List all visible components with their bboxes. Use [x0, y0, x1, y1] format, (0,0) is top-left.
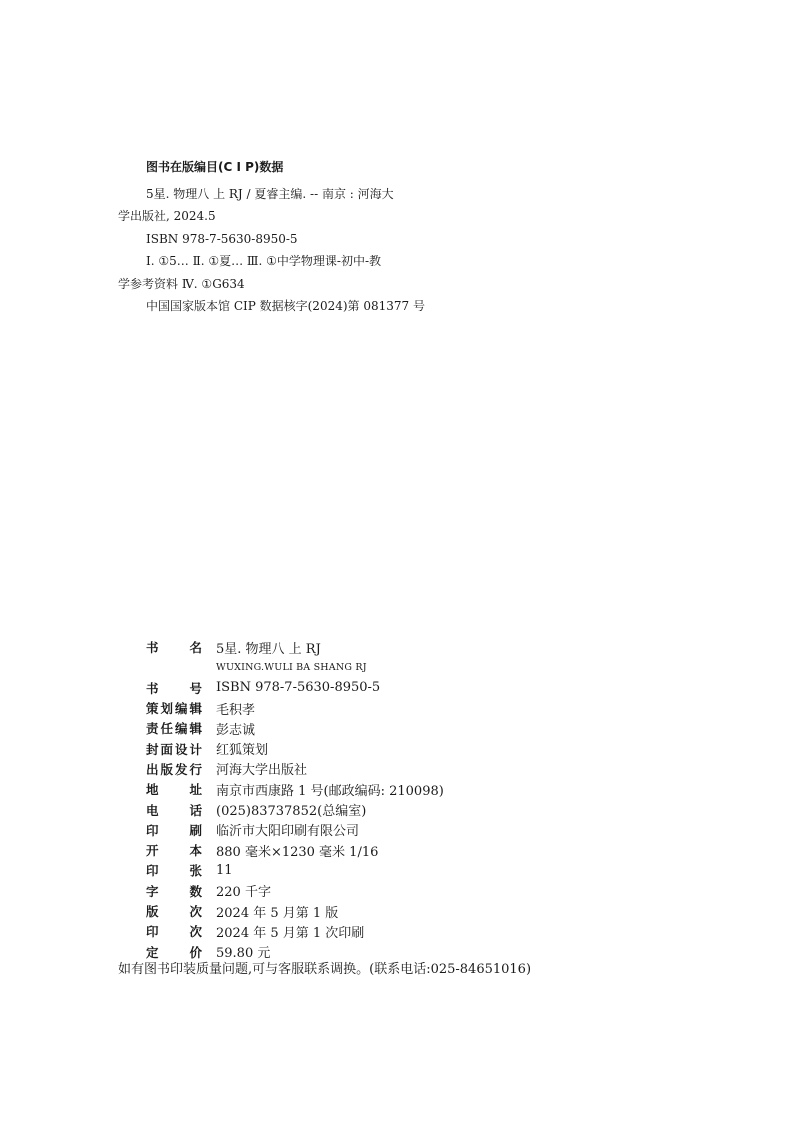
- info-label-char: 刷: [189, 822, 202, 838]
- info-label: [146, 759, 206, 779]
- info-label-char: 划: [160, 701, 173, 717]
- info-label-char: 发: [174, 761, 188, 777]
- info-label-char: 计: [189, 741, 202, 757]
- info-row: [146, 799, 444, 819]
- info-label-char: 行: [189, 761, 202, 777]
- info-row: [146, 718, 444, 738]
- info-row: [146, 637, 444, 657]
- info-label-char: 版: [160, 761, 173, 777]
- info-label-char: 书: [146, 640, 159, 656]
- info-label-char: 责: [146, 721, 159, 737]
- publication-info-table: [146, 637, 444, 962]
- info-label-char: 印: [146, 924, 159, 940]
- info-value: 11: [216, 862, 233, 878]
- info-value: ISBN 978-7-5630-8950-5: [216, 680, 381, 696]
- info-row: [146, 678, 444, 698]
- info-label-char: 话: [189, 802, 202, 818]
- info-row: [146, 840, 444, 860]
- info-row: [146, 921, 444, 941]
- info-row: [146, 759, 444, 779]
- info-label-char: 开: [146, 843, 159, 859]
- info-value: (025)83737852(总编室): [216, 804, 367, 820]
- info-label-char: 辑: [189, 721, 202, 737]
- info-label-char: 面: [160, 741, 173, 757]
- info-label-char: 数: [189, 883, 202, 899]
- info-label-char: 策: [146, 701, 159, 717]
- info-label-char: 地: [146, 782, 159, 798]
- cip-line: Ⅰ. ①5… Ⅱ. ①夏… Ⅲ. ①中学物理课-初中-教: [146, 254, 382, 268]
- publication-info: [146, 637, 444, 962]
- info-label: [146, 738, 206, 758]
- info-label-char: 次: [189, 924, 202, 940]
- cip-line: 5星. 物理八 上 RJ / 夏睿主编. -- 南京 : 河海大: [146, 186, 394, 201]
- info-value: 河海大学出版社: [216, 763, 308, 779]
- cip-line: 中国国家版本馆 CIP 数据核字(2024)第 081377 号: [146, 299, 425, 313]
- cip-line: 学出版社, 2024.5: [118, 209, 216, 223]
- info-label-char: 版: [146, 904, 159, 919]
- info-label: [146, 718, 206, 738]
- info-title-pinyin: WUXING.WULI BA SHANG RJ: [216, 661, 367, 673]
- info-row: [146, 698, 444, 718]
- info-row: [146, 779, 444, 799]
- info-value: 220 千字: [216, 885, 271, 901]
- info-label-char: 封: [146, 741, 159, 757]
- info-value: 红狐策划: [216, 743, 269, 759]
- info-label: [146, 881, 206, 901]
- info-label: [146, 637, 206, 657]
- customer-service-notice: 如有图书印装质量问题,可与客服联系调换。(联系电话:025-84651016): [118, 962, 532, 977]
- info-label: [146, 840, 206, 860]
- info-label-char: 书: [146, 680, 159, 696]
- info-label-char: 字: [146, 883, 159, 899]
- info-label: [146, 860, 206, 880]
- info-label-char: 编: [174, 721, 188, 737]
- info-value: 880 毫米×1230 毫米 1/16: [216, 844, 379, 860]
- info-label-char: 任: [160, 721, 173, 737]
- info-value: 毛积孝: [216, 702, 256, 718]
- info-value: 彭志诚: [216, 722, 256, 738]
- info-label: [146, 799, 206, 819]
- info-label: [146, 901, 206, 921]
- info-label-char: 电: [146, 802, 159, 818]
- info-label: [146, 678, 206, 698]
- info-label: [146, 820, 206, 840]
- cip-data-block: [118, 156, 448, 318]
- info-label: [146, 657, 206, 677]
- info-label-char: 址: [189, 782, 202, 798]
- info-row: [146, 881, 444, 901]
- info-label-char: 印: [146, 822, 159, 838]
- cip-line: ISBN 978-7-5630-8950-5: [146, 231, 298, 246]
- info-label-char: 本: [189, 843, 202, 859]
- info-label-char: 张: [189, 863, 202, 879]
- info-label-char: 次: [189, 904, 202, 919]
- info-row: [146, 738, 444, 758]
- info-label-char: 编: [174, 701, 188, 717]
- info-label-char: 印: [146, 863, 159, 879]
- info-row: [146, 901, 444, 921]
- info-label-char: 出: [146, 761, 159, 777]
- info-label-char: 号: [189, 680, 202, 696]
- info-value: 南京市西康路 1 号(邮政编码: 210098): [216, 783, 444, 799]
- cip-line: 学参考资料 Ⅳ. ①G634: [118, 276, 245, 291]
- info-label: [146, 779, 206, 799]
- info-value: 5星. 物理八 上 RJ: [216, 641, 321, 657]
- info-value: 临沂市大阳印刷有限公司: [216, 824, 360, 840]
- info-label: [146, 698, 206, 718]
- info-label-char: 定: [146, 944, 159, 960]
- info-label-char: 价: [189, 944, 202, 960]
- info-value: 59.80 元: [216, 946, 271, 962]
- info-value: 2024 年 5 月第 1 版: [216, 905, 339, 921]
- info-row: [146, 820, 444, 840]
- info-label-char: 名: [189, 640, 202, 656]
- info-label: [146, 921, 206, 941]
- info-row: [146, 657, 444, 677]
- info-label-char: 设: [174, 741, 188, 757]
- info-row: [146, 860, 444, 880]
- cip-title: 图书在版编目(C I P)数据: [146, 160, 284, 174]
- info-value: 2024 年 5 月第 1 次印刷: [216, 925, 365, 941]
- info-label-char: 辑: [189, 701, 202, 717]
